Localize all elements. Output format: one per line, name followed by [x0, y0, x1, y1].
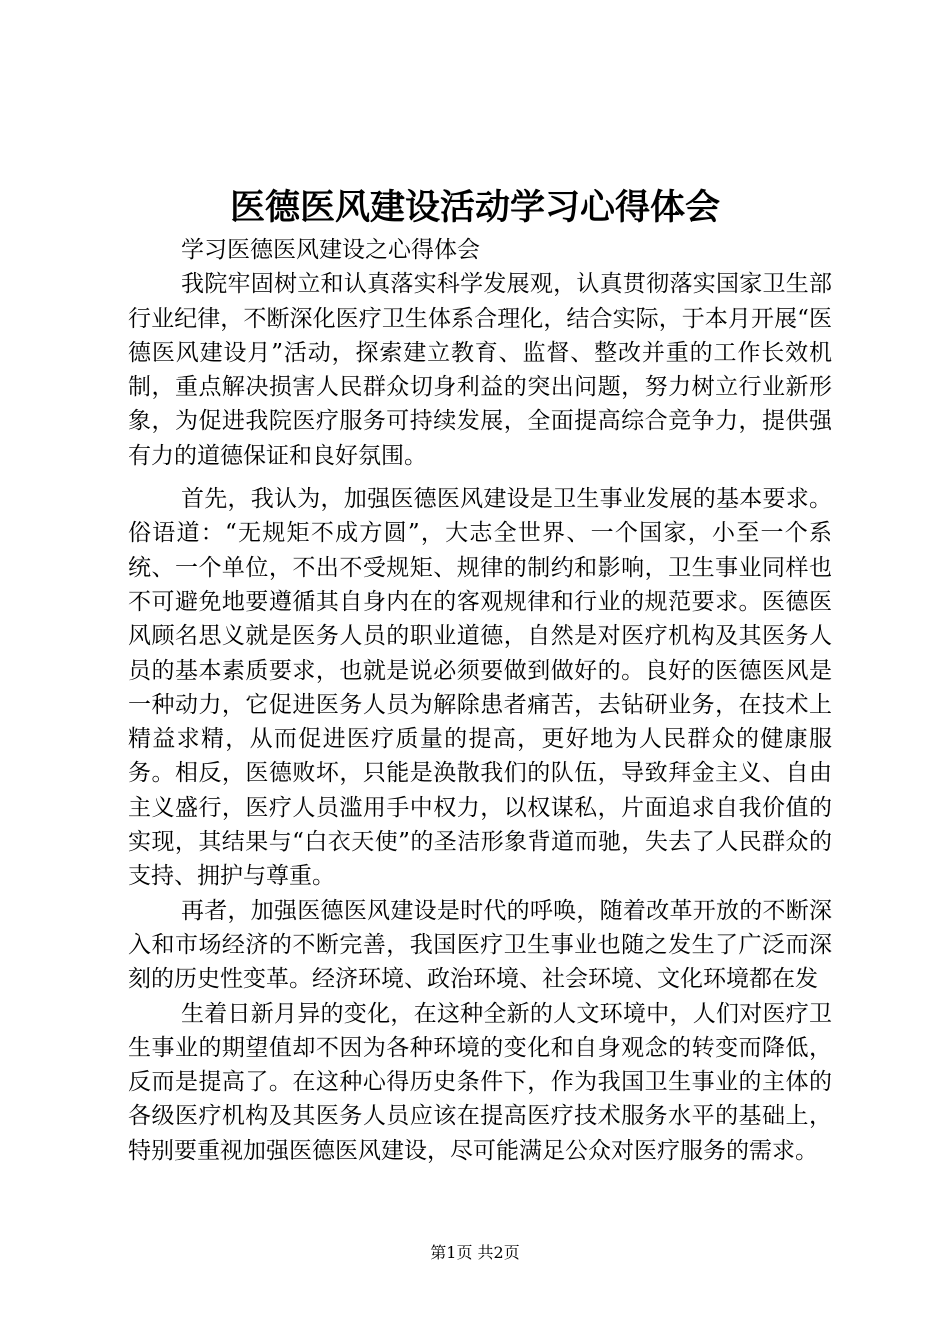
body-paragraph-4: 生着日新月异的变化，在这种全新的人文环境中，人们对医疗卫生事业的期望值却不因为各种环境的变化和自身观念的转变而降低，反而是提高了。在这种心得历史条件下，作为我国卫生事业的主体的各级医疗机构及其医务人员应该在提高医疗技术服务水平的基础上，特别要重视加强医德医风建设，尽可能满足公众对医疗服务的需求。 [128, 1000, 832, 1164]
page-number-footer: 第1页 共2页 [430, 1243, 520, 1262]
document-body [128, 233, 832, 1168]
subtitle-paragraph: 学习医德医风建设之心得体会 [181, 237, 480, 263]
document-title: 医德医风建设活动学习心得体会 [229, 187, 720, 228]
body-paragraph-2: 首先，我认为，加强医德医风建设是卫生事业发展的基本要求。俗语道：“无规矩不成方圆”，大志全世界、一个国家，小至一个系统、一个单位，不出不受规矩、规律的制约和影响，卫生事业同样也不可避免地要遵循其自身内在的客观规律和行业的规范要求。医德医风顾名思义就是医务人员的职业道德，自然是对医疗机构及其医务人员的基本素质要求，也就是说必须要做到做好的。良好的医德医风是一种动力，它促进医务人员为解除患者痛苦，去钻研业务，在技术上精益求精，从而促进医疗质量的提高，更好地为人民群众的健康服务。相反，医德败坏，只能是涣散我们的队伍，导致拜金主义、自由主义盛行，医疗人员滥用手中权力，以权谋私，片面追求自我价值的实现，其结果与“白衣天使”的圣洁形象背道而驰，失去了人民群众的支持、拥护与尊重。 [128, 486, 832, 890]
body-paragraph-3: 再者，加强医德医风建设是时代的呼唤，随着改革开放的不断深入和市场经济的不断完善，我国医疗卫生事业也随之发生了广泛而深刻的历史性变革。经济环境、政治环境、社会环境、文化环境都在发 [128, 897, 832, 993]
body-paragraph-1: 我院牢固树立和认真落实科学发展观，认真贯彻落实国家卫生部行业纪律，不断深化医疗卫生体系合理化，结合实际，于本月开展“医德医风建设月”活动，探索建立教育、监督、整改并重的工作长效机制，重点解决损害人民群众切身利益的突出问题，努力树立行业新形象，为促进我院医疗服务可持续发展，全面提高综合竞争力，提供强有力的道德保证和良好氛围。 [128, 271, 832, 469]
